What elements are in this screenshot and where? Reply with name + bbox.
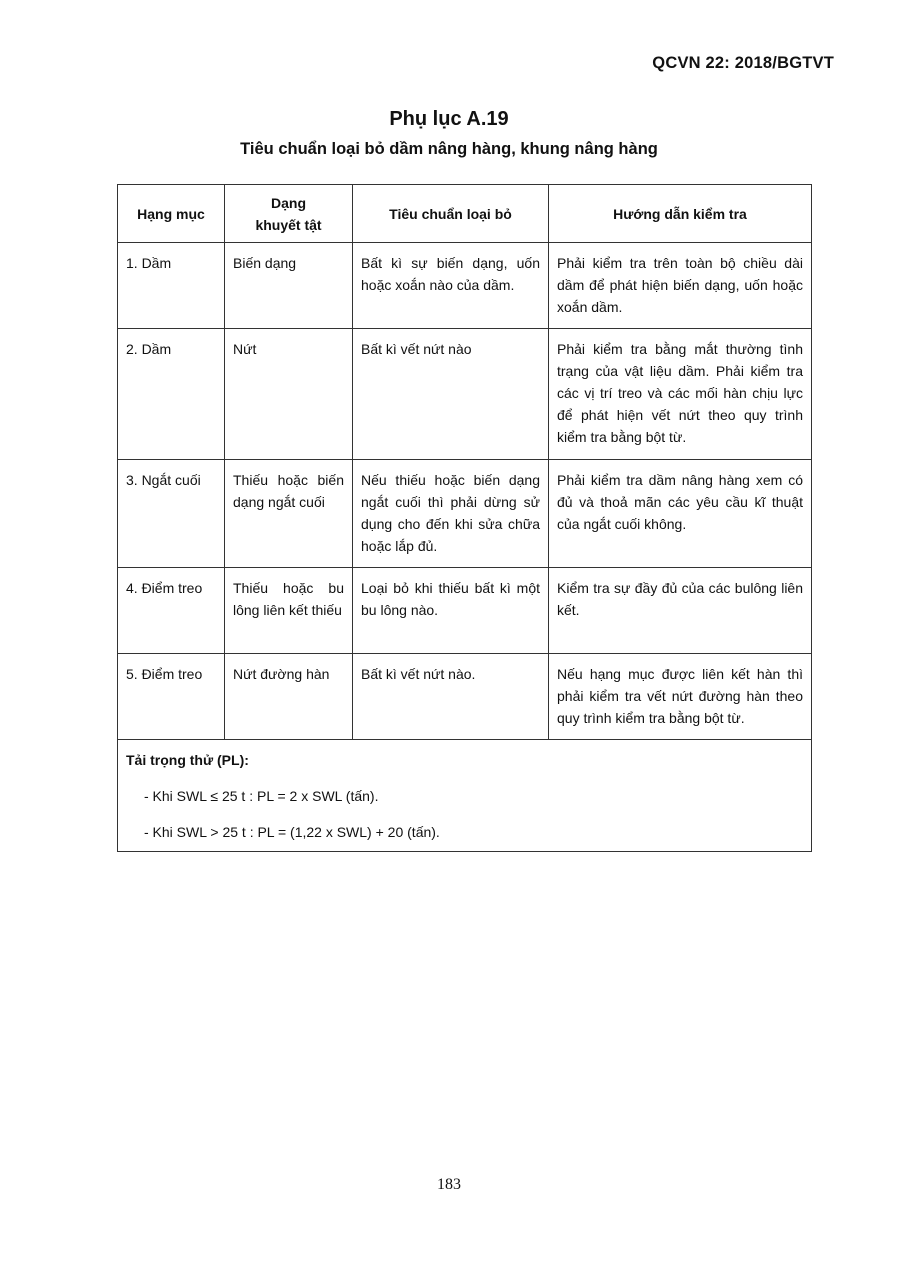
cell-defect: Nứt bbox=[225, 329, 353, 460]
test-load-line: - Khi SWL > 25 t : PL = (1,22 x SWL) + 20 (tấn). bbox=[144, 824, 440, 840]
cell-guide: Kiểm tra sự đầy đủ của các bulông liên kết. bbox=[549, 568, 812, 654]
test-load-title: Tải trọng thử (PL): bbox=[126, 752, 249, 768]
cell-criteria: Bất kì vết nứt nào. bbox=[353, 654, 549, 740]
cell-item: 2. Dầm bbox=[118, 329, 225, 460]
table-header-row bbox=[118, 185, 812, 243]
cell-defect: Nứt đường hàn bbox=[225, 654, 353, 740]
table-row bbox=[118, 460, 812, 568]
document-code: QCVN 22: 2018/BGTVT bbox=[652, 54, 834, 72]
cell-item: 5. Điểm treo bbox=[118, 654, 225, 740]
table-row bbox=[118, 243, 812, 329]
test-load-row bbox=[118, 740, 812, 852]
cell-defect: Thiếu hoặc bu lông liên kết thiếu bbox=[225, 568, 353, 654]
cell-criteria: Loại bỏ khi thiếu bất kì một bu lông nào. bbox=[353, 568, 549, 654]
cell-item: 3. Ngắt cuối bbox=[118, 460, 225, 568]
cell-guide: Phải kiểm tra bằng mắt thường tình trạng của vật liệu dầm. Phải kiểm tra các vị trí treo và các mối hàn chịu lực để phát hiện vết nứt theo quy trình kiểm tra bằng bột từ. bbox=[549, 329, 812, 460]
header-inspection-guide: Hướng dẫn kiểm tra bbox=[549, 185, 812, 243]
cell-guide: Phải kiểm tra trên toàn bộ chiều dài dầm để phát hiện biến dạng, uốn hoặc xoắn dầm. bbox=[549, 243, 812, 329]
cell-defect: Thiếu hoặc biến dạng ngắt cuối bbox=[225, 460, 353, 568]
cell-guide: Nếu hạng mục được liên kết hàn thì phải kiểm tra vết nứt đường hàn theo quy trình kiểm tra bằng bột từ. bbox=[549, 654, 812, 740]
cell-criteria: Bất kì vết nứt nào bbox=[353, 329, 549, 460]
table-row bbox=[118, 654, 812, 740]
table-row bbox=[118, 568, 812, 654]
test-load-cell bbox=[118, 740, 812, 852]
cell-criteria: Nếu thiếu hoặc biến dạng ngắt cuối thì phải dừng sử dụng cho đến khi sửa chữa hoặc lắp đủ. bbox=[353, 460, 549, 568]
table-row bbox=[118, 329, 812, 460]
page-number: 183 bbox=[437, 1176, 461, 1193]
test-load-line: - Khi SWL ≤ 25 t : PL = 2 x SWL (tấn). bbox=[144, 788, 379, 804]
appendix-subtitle: Tiêu chuẩn loại bỏ dầm nâng hàng, khung nâng hàng bbox=[240, 140, 658, 158]
cell-item: 1. Dầm bbox=[118, 243, 225, 329]
header-defect-type: Dạng khuyết tật bbox=[225, 185, 353, 243]
rejection-criteria-table bbox=[117, 184, 812, 852]
cell-defect: Biến dạng bbox=[225, 243, 353, 329]
cell-guide: Phải kiểm tra dầm nâng hàng xem có đủ và thoả mãn các yêu cầu kĩ thuật của ngắt cuối không. bbox=[549, 460, 812, 568]
header-item: Hạng mục bbox=[118, 185, 225, 243]
cell-item: 4. Điểm treo bbox=[118, 568, 225, 654]
appendix-title: Phụ lục A.19 bbox=[389, 108, 509, 130]
header-rejection-criteria: Tiêu chuẩn loại bỏ bbox=[353, 185, 549, 243]
cell-criteria: Bất kì sự biến dạng, uốn hoặc xoắn nào của dầm. bbox=[353, 243, 549, 329]
